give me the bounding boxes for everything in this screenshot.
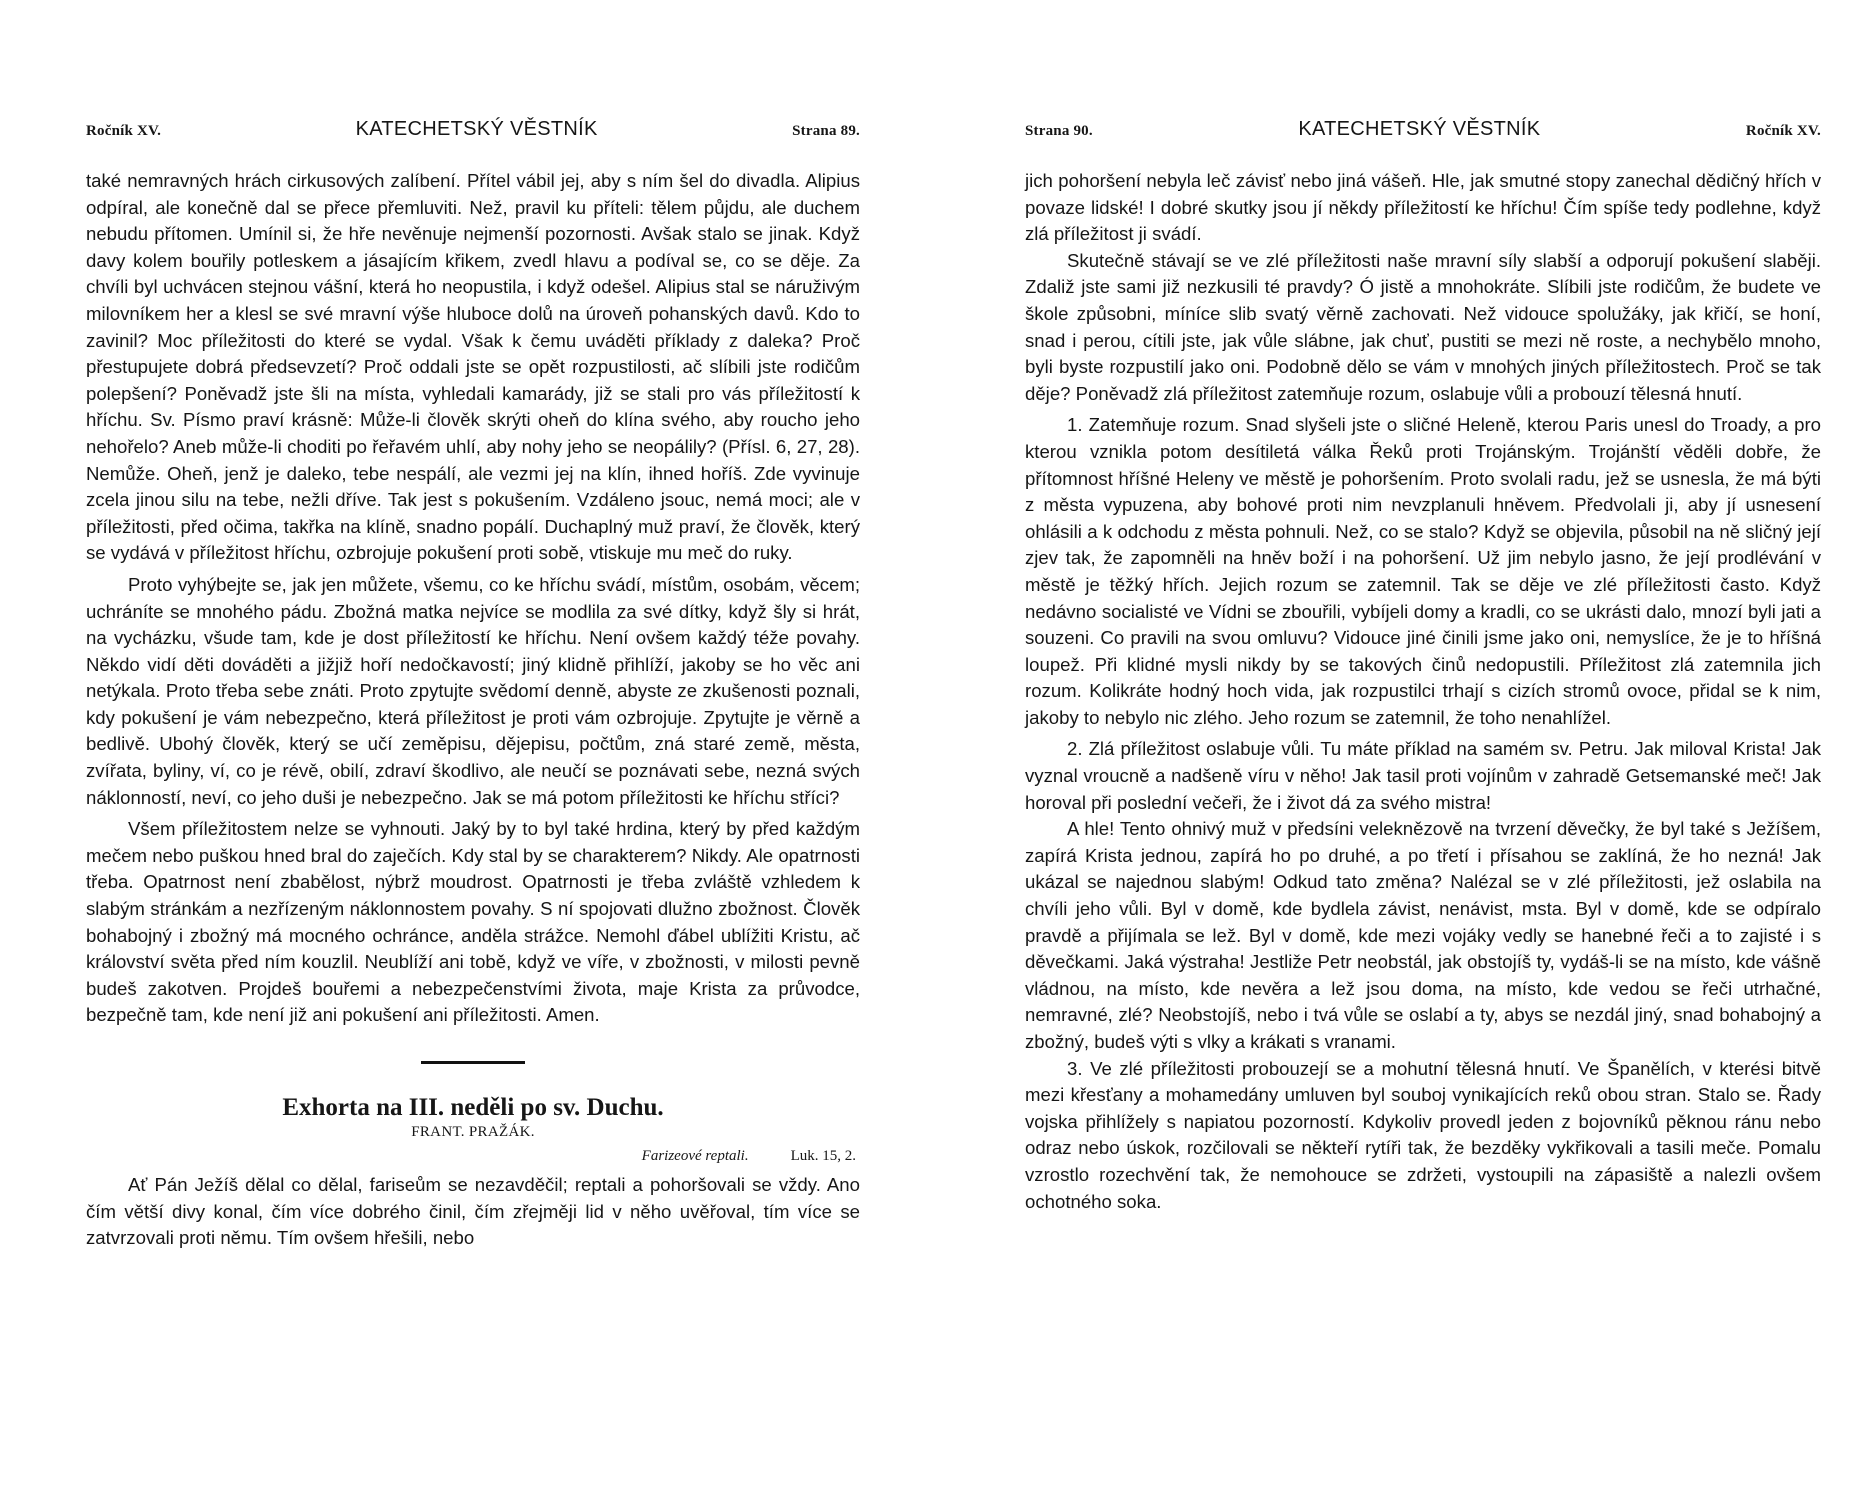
right-volume-label: Ročník XV. bbox=[1745, 123, 1821, 139]
right-paragraph-2: Skutečně stávají se ve zlé příležitosti naše mravní síly slabší a odporují pokušení slaběji. Zdaliž jste sami již nezkusili té pravdy? Ó jistě a mnohokráte. Slíbili jste rodičům, že budete ve škole způsobni, míníce slib svatý věrně zachovati. Než vidouce spolužáky, jak křičí, se honí, snad i perou, cítili jste, jak vůle slábne, jak chuť, pustiti se mezi ně roste, a nechybělo mnoho, byli byste rozpustilí jako oni. Podobně dělo se vám v mnohých jiných příležitostech. Proč se tak děje? Poněvadž zlá příležitost zatemňuje rozum, oslabuje vůli a probouzí tělesná hnutí. bbox=[1025, 249, 1821, 404]
right-paragraph-6: 3. Ve zlé příležitosti probouzejí se a mohutní tělesná hnutí. Ve Španělích, v kterési bitvě mezi křesťany a mohamedány umluven byl souboj vynikajících reků obou stran. Stalo se. Řady vojska přihlížely s napiatou pozorností. Kdykoliv provedl jeden z bojovníků pěknou ránu nebo odraz nebo úskok, rozčilovali se někteří rytíři tak, že bezděky vykřikovali a tasili meče. Pomalu vzrostlo rozechvění tak, že nemohouce se zdržeti, vystoupili na zápasiště a nalezli ovšem ochotného soka. bbox=[1025, 1057, 1821, 1212]
right-running-head bbox=[1025, 118, 1821, 148]
right-text-column bbox=[1025, 168, 1821, 1215]
right-journal-title: KATECHETSKÝ VĚSTNÍK bbox=[1298, 118, 1541, 140]
section-divider bbox=[421, 1061, 525, 1064]
right-page-number: Strana 90. bbox=[1025, 123, 1093, 139]
left-journal-title: KATECHETSKÝ VĚSTNÍK bbox=[355, 118, 598, 140]
left-volume-label: Ročník XV. bbox=[86, 123, 162, 139]
epigraph-reference: Luk. 15, 2. bbox=[790, 1148, 856, 1164]
section-epigraph bbox=[86, 1146, 860, 1166]
epigraph-text: Farizeové reptali. bbox=[641, 1148, 749, 1164]
section-paragraph: Ať Pán Ježíš dělal co dělal, fariseům se nezavděčil; reptali a pohoršovali se vždy. Ano čím větší divy konal, čím více dobrého činil, čím zřejměji lid v něho uvěřoval, tím více se zatvrzovali proti němu. Tím ovšem hřešili, nebo bbox=[86, 1174, 860, 1249]
left-text-column bbox=[86, 168, 860, 1252]
right-page bbox=[929, 0, 1858, 1501]
right-paragraph-1: jich pohoršení nebyla leč závisť nebo jiná vášeň. Hle, jak smutné stopy zanechal dědičný hřích v povaze lidské! I dobré skutky jsou jí někdy příležitostí ke hříchu! Čím spíše tedy podlehne, když zlá příležitost ji svádí. bbox=[1025, 170, 1821, 245]
left-paragraph-2: Proto vyhýbejte se, jak jen můžete, všemu, co ke hříchu svádí, místům, osobám, věcem; uchráníte se mnohého pádu. Zbožná matka nejvíce se modlila za své dítky, když šly si hrát, na vycházku, všude tam, kde je dost příležitostí ke hříchu. Není ovšem každý téže povahy. Někdo vidí děti dováděti a jižjiž hoří nedočkavostí; jiný klidně přihlíží, jakoby se ho věc ani netýkala. Proto třeba sebe znáti. Proto zpytujte svědomí denně, abyste ze zkušenosti poznali, kdy pokušení je vám nebezpečno, která příležitost je proti vám ozbrojuje. Zpytujte je věrně a bedlivě. Ubohý člověk, který se učí zeměpisu, dějepisu, počtům, zná staré země, města, zvířata, byliny, ví, co je révě, obilí, zdraví škodlivo, ale neučí se poznávati sebe, nezná svých náklonností, neví, co jeho duši je nebezpečno. Jak se má potom příležitosti ke hříchu stříci? bbox=[86, 573, 860, 808]
left-paragraph-1: také nemravných hrách cirkusových zalíbení. Přítel vábil jej, aby s ním šel do divadla. Alipius odpíral, ale konečně dal se přece přemluviti. Než, pravil ku příteli: tělem půjdu, ale duchem nebudu přítomen. Umínil si, že hře nevěnuje nejmenší pozornosti. Avšak stalo se jinak. Když davy kolem bouřily potleskem a jásajícím křikem, zvedl hlavu a podíval se, co se děje. Za chvíli byl uchvácen stejnou vášní, která ho neopustila, i když odešel. Alipius stal se náruživým milovníkem her a klesl se své mravní výše hluboce dolů na úroveň pohanských davů. Kdo to zavinil? Moc příležitosti do které se vydal. Však k čemu uváděti příklady z daleka? Proč přestupujete dobrá předsevzetí? Proč oddali jste se opět rozpustilosti, ač slíbili jste rodičům polepšení? Poněvadž jste šli na místa, vyhledali kamarády, již se stali pro vás příležitostí k hříchu. Sv. Písmo praví krásně: Může-li člověk skrýti oheň do klína svého, aby roucho jeho nehořelo? Aneb může-li choditi po řeřavém uhlí, aby nohy jeho se neopálily? (Přísl. 6, 27, 28). Nemůže. Oheň, jenž je daleko, tebe nespálí, ale vezmi jej na klín, ihned hoříš. Zde vyvinuje zcela jinou silu na tebe, nežli dříve. Tak jest s pokušením. Vzdáleno jsouc, nemá moci; ale v příležitosti, před očima, takřka na klíně, snadno popálí. Duchaplný muž praví, že člověk, který se vydává v příležitost hříchu, ozbrojuje pokušení proti sobě, vtiskuje mu meč do ruky. bbox=[86, 170, 860, 564]
left-page-number: Strana 89. bbox=[792, 123, 860, 139]
right-paragraph-5: A hle! Tento ohnivý muž v předsíni veleknězově na tvrzení děvečky, že byl také s Ježíšem, zapírá Krista jednou, zapírá ho po druhé, a po třetí i přísahou se zaklíná, že ho nezná! Jak ukázal se najednou slabým! Odkud tato změna? Nalézal se v zlé příležitosti, jež oslabila na chvíli jeho vůli. Byl v domě, kde bydlela závist, nenávist, msta. Byl v domě, kde se odpíralo pravdě a přijímala se lež. Byl v domě, kde mezi vojáky vedly se hanebné řeči a to zajisté i s děvečkami. Jaká výstraha! Jestliže Petr neobstál, jak obstojíš ty, vydáš-li se na místo, kde vášně vládnou, na místo, kde nevěra a lež jsou doma, na místo, kde vedou se řeči utrhačné, nemravné, zlé? Neobstojíš, nebo i tvá vůle se oslabí a ty, abys se nezdál jiný, snad bohabojný a zbožný, budeš výti s vlky a krákati s vranami. bbox=[1025, 818, 1821, 1052]
right-paragraph-3: 1. Zatemňuje rozum. Snad slyšeli jste o sličné Heleně, kterou Paris unesl do Troady, a pro kterou vznikla potom desítiletá válka Řeků proti Trojánským. Trojánští věděli dobře, že přítomnost hříšné Heleny ve městě je pohoršením. Proto svolali radu, jež se usnesla, že má býti z města vypuzena, aby bohové proti nim nevzplanuli hněvem. Předvolali ji, aby jí usnesení ohlásili a k odchodu z města pohnuli. Než, co se stalo? Když se objevila, působil na ně sličný její zjev tak, že zapomněli na hněv boží i na pohoršení. Už jim nebylo jasno, že její prodlévání v městě je těžký hřích. Jejich rozum se zatemnil. Tak se děje ve zlé příležitosti často. Když nedávno socialisté ve Vídni se zbouřili, vybíjeli domy a kradli, co se ukrásti dalo, mnozí byli jati a souzeni. Co pravili na svou omluvu? Vidouce jiné činili jsme jako oni, nemyslíce, že je to hříšná loupež. Při klidné mysli nikdy by se takových činů nedopustili. Příležitost zlá zatemnila jich rozum. Kolikráte hodný hoch vida, jak rozpustilci trhají s cizích stromů ovoce, přidal se k nim, jakoby to nebylo nic zlého. Jeho rozum se zatemnil, že toho nenahlížel. bbox=[1025, 414, 1821, 728]
right-paragraph-4: 2. Zlá příležitost oslabuje vůli. Tu máte příklad na samém sv. Petru. Jak miloval Krista! Jak vyznal vroucně a nadšeně víru v něho! Jak tasil proti vojínům v zahradě Getsemanské meč! Jak horoval při poslední večeři, že i život dá za svého mistra! bbox=[1025, 738, 1821, 813]
section-author: FRANT. PRAŽÁK. bbox=[411, 1124, 535, 1140]
section-title: Exhorta na III. neděli po sv. Duchu. bbox=[282, 1094, 664, 1121]
left-paragraph-3: Všem příležitostem nelze se vyhnouti. Jaký by to byl také hrdina, který by před každým mečem nebo puškou hned bral do zaječích. Kdy stal by se charakterem? Nikdy. Ale opatrnosti třeba. Opatrnost není zbabělost, nýbrž moudrost. Opatrnosti je třeba zvláště vzhledem k slabým stránkám a nezřízeným náklonnostem povahy. S ní spojovati dlužno zbožnost. Člověk bohabojný i zbožný má mocného ochránce, anděla strážce. Nemohl ďábel ublížiti Kristu, ač království světa před ním kouzlil. Neublíží ani tobě, když ve víře, v zbožnosti, v milosti pevně budeš zakotven. Projdeš bouřemi a nebezpečenstvími života, maje Krista za průvodce, bezpečně tam, kde není již ani pokušení ani příležitosti. Amen. bbox=[86, 818, 860, 1026]
left-running-head bbox=[86, 118, 860, 148]
